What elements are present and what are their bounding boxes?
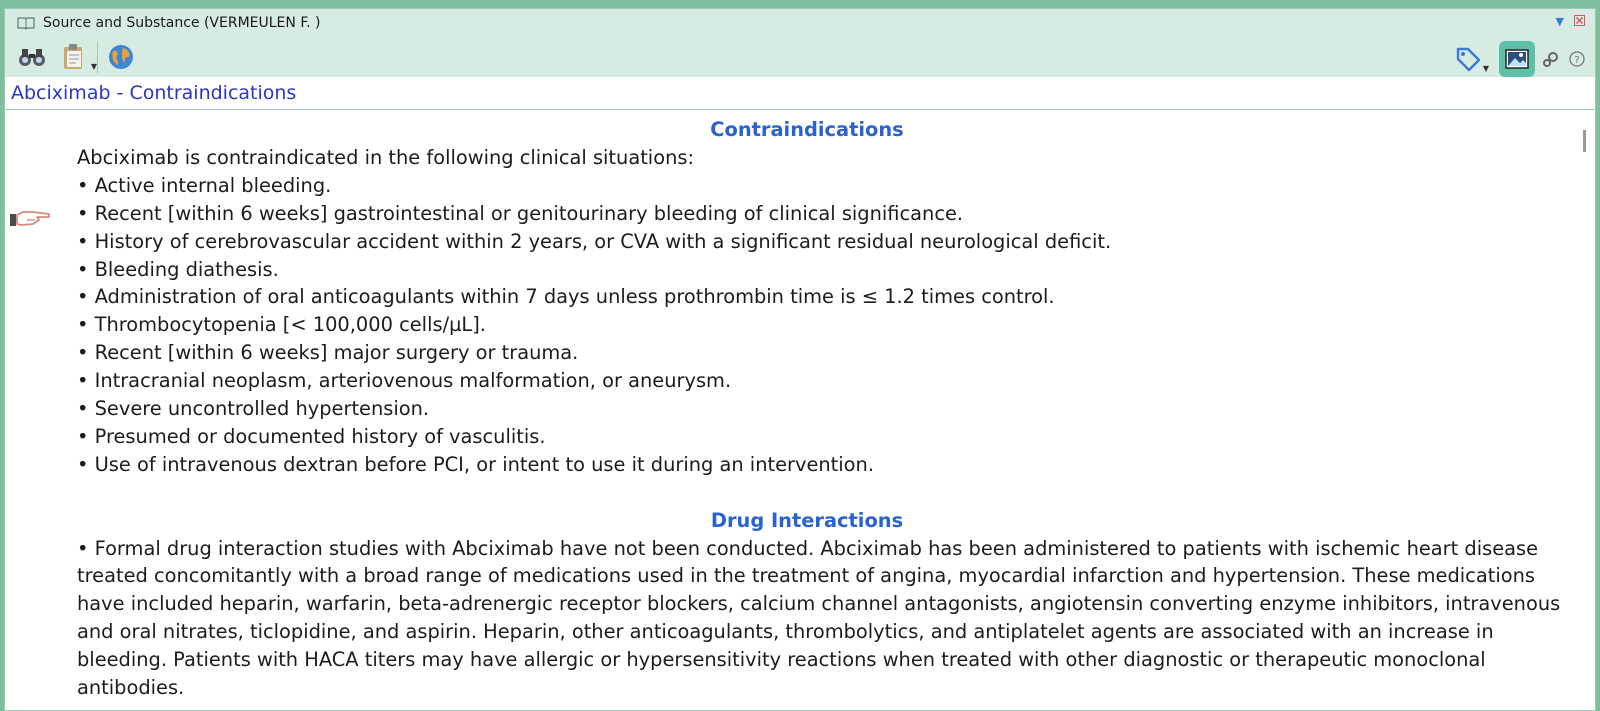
window-title: Source and Substance (VERMEULEN F. ) [43, 15, 321, 31]
chevron-down-icon[interactable]: ▼ [90, 62, 97, 71]
list-item: • Recent [within 6 weeks] gastrointestinal or genitourinary bleeding of clinical significance. [77, 201, 964, 225]
list-item: • Intracranial neoplasm, arteriovenous malformation, or aneurysm. [77, 369, 732, 393]
document-window [4, 8, 1596, 711]
list-item: • Administration of oral anticoagulants within 7 days unless prothrombin time is ≤ 1.2 times control. [77, 285, 1055, 309]
toolbar-divider [97, 41, 98, 73]
interactions-paragraph: • Formal drug interaction studies with Abciximab have not been conducted. Abciximab has been administered to patients with ischemic heart disease treated concomitantly with a broad range of medications used in the treatment of angina, myocardial infarction and hypertension. These medications have included heparin, warfarin, beta-adrenergic receptor blockers, calcium channel antagonists, angiotensin converting enzyme inhibitors, intravenous and oral nitrates, ticlopidine, and aspirin. Heparin, other anticoagulants, thrombolytics, and antiplatelet agents are associated with an increase in bleeding. Patients with HACA titers may have allergic or hypersensitivity reactions when treated with other diagnostic or therapeutic monoclonal antibodies. [77, 536, 1561, 700]
toolbar [5, 37, 1595, 77]
topic-title-bar [5, 77, 1595, 110]
topic-title: Abciximab - Contraindications [11, 82, 297, 104]
section-heading-contraindications: Contraindications [710, 118, 904, 141]
list-item: • Thrombocytopenia [< 100,000 cells/µL]. [77, 313, 486, 337]
list-item: • Recent [within 6 weeks] major surgery or trauma. [77, 341, 579, 365]
pointing-hand-icon [9, 206, 57, 230]
minimize-icon[interactable]: ▼ [1555, 15, 1564, 28]
list-item: • Active internal bleeding. [77, 173, 332, 197]
image-icon[interactable] [1499, 41, 1535, 77]
svg-text:?: ? [1574, 55, 1580, 66]
list-item: • Bleeding diathesis. [77, 257, 279, 281]
gears-icon[interactable] [1541, 43, 1561, 75]
intro-text: Abciximab is contraindicated in the following clinical situations: [77, 145, 694, 169]
list-item: • Presumed or documented history of vasculitis. [77, 424, 546, 448]
clipboard-icon[interactable] [57, 41, 97, 73]
list-item: • History of cerebrovascular accident within 2 years, or CVA with a significant residual neurological deficit. [77, 229, 1112, 253]
document-content[interactable] [5, 110, 1595, 710]
vertical-scrollbar[interactable] [1571, 110, 1595, 710]
binoculars-icon[interactable] [15, 41, 49, 73]
globe-icon[interactable] [104, 41, 138, 73]
title-bar [5, 9, 1595, 37]
book-icon [17, 16, 35, 30]
list-item: • Use of intravenous dextran before PCI, or intent to use it during an intervention. [77, 452, 874, 476]
section-heading-drug-interactions: Drug Interactions [710, 508, 904, 532]
help-icon[interactable] [1567, 43, 1587, 75]
article-body [77, 110, 1567, 702]
list-item: • Severe uncontrolled hypertension. [77, 397, 430, 421]
chevron-down-icon[interactable]: ▼ [1482, 64, 1489, 73]
tag-icon[interactable] [1453, 43, 1489, 75]
close-icon[interactable] [1574, 15, 1585, 28]
scrollbar-thumb[interactable] [1583, 130, 1586, 152]
